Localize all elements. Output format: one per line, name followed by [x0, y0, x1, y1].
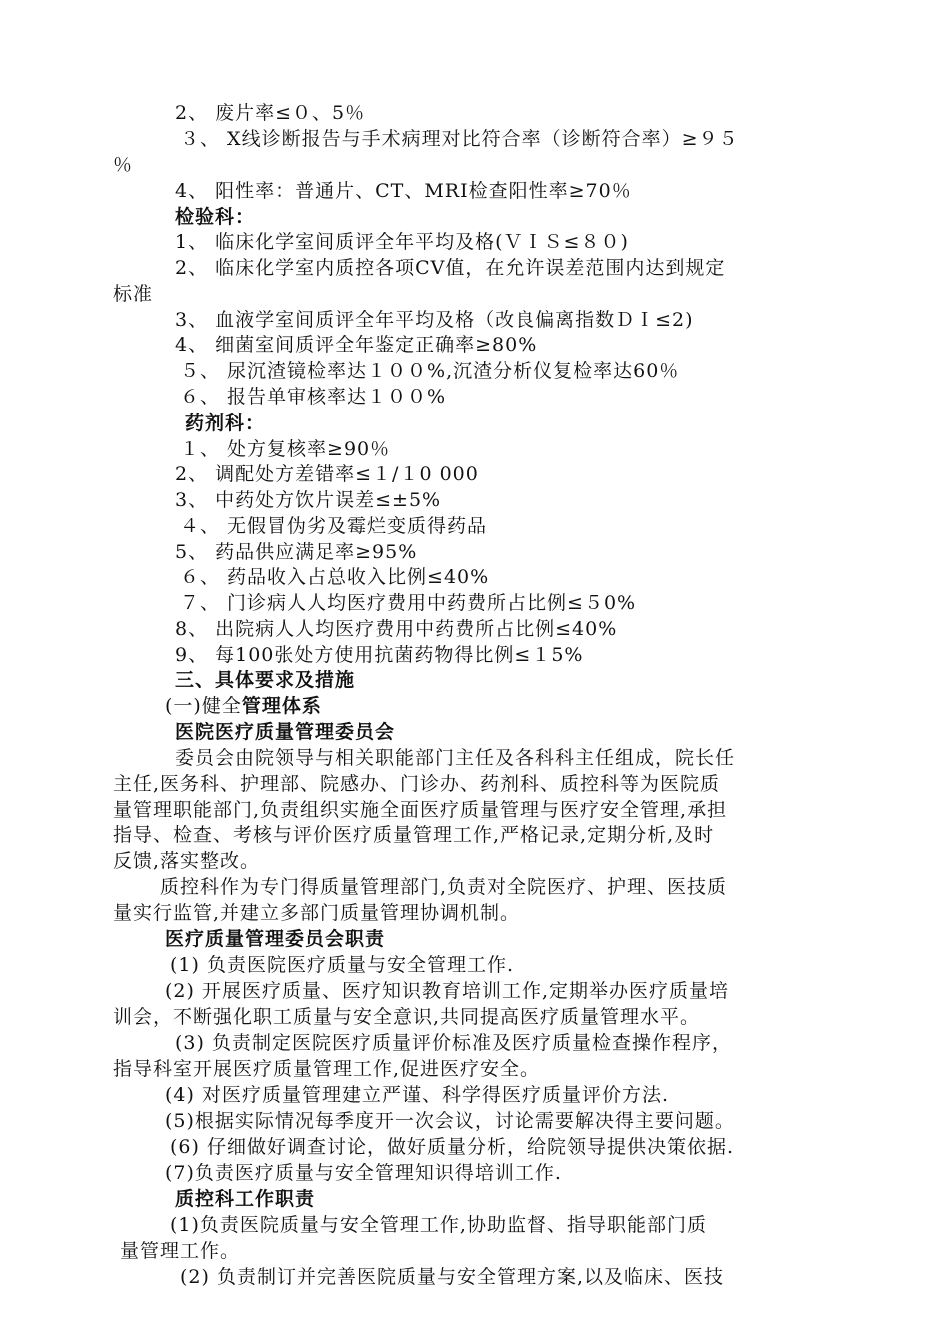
- subsection-one-heading: [165, 693, 322, 719]
- duty-3-cont: 指导科室开展医疗质量管理工作,促进医疗安全。: [113, 1058, 541, 1080]
- duty-3: (3) 负责制定医院医疗质量评价标准及医疗质量检查操作程序，: [175, 1032, 732, 1054]
- pharmacy-heading: 药剂科：: [185, 412, 266, 434]
- pharmacy-item-8: 8、 出院病人人均医疗费用中药费所占比例≤40%: [175, 618, 618, 640]
- lab-item-4: 4、 细菌室间质评全年鉴定正确率≥80%: [175, 334, 538, 356]
- pharmacy-item-9: 9、 每100张处方使用抗菌药物得比例≤１5%: [175, 644, 584, 666]
- subsection-one-prefix: (一)健全: [165, 695, 242, 717]
- lab-item-6: ６、 报告单审核率达１００%: [180, 386, 447, 408]
- duty-2: (2) 开展医疗质量、医疗知识教育培训工作,定期举办医疗质量培: [165, 980, 729, 1002]
- duty-2-cont: 训会，不断强化职工质量与安全意识,共同提高医疗质量管理水平。: [113, 1006, 701, 1028]
- pharmacy-item-1: １、 处方复核率≥90％: [180, 438, 391, 460]
- committee-para-line-1: 委员会由院领导与相关职能部门主任及各科科主任组成，院长任: [175, 747, 736, 769]
- lab-item-2-cont: 标准: [113, 283, 154, 305]
- radiology-item-3: ３、 X线诊断报告与手术病理对比符合率（诊断符合率）≥９５: [180, 128, 739, 150]
- qc-para-line-2: 量实行监管,并建立多部门质量管理协调机制。: [113, 902, 521, 924]
- duty-6: (6) 仔细做好调查讨论，做好质量分析，给院领导提供决策依据.: [170, 1136, 734, 1158]
- subsection-one-bold: 管理体系: [241, 695, 322, 717]
- committee-duties-heading: 医疗质量管理委员会职责: [165, 928, 386, 950]
- committee-heading: 医院医疗质量管理委员会: [175, 721, 396, 743]
- pharmacy-item-5: 5、 药品供应满足率≥95%: [175, 541, 418, 563]
- pharmacy-item-2: 2、 调配处方差错率≤１/１0 000: [175, 463, 479, 485]
- committee-para-line-4: 指导、检查、考核与评价医疗质量管理工作,严格记录,定期分析,及时: [113, 824, 715, 846]
- qc-duty-1-cont: 量管理工作。: [120, 1240, 241, 1262]
- radiology-item-4: 4、 阳性率：普通片、CT、MRI检查阳性率≥70％: [175, 180, 632, 202]
- pharmacy-item-4: ４、 无假冒伪劣及霉烂变质得药品: [180, 515, 488, 537]
- duty-1: (1) 负责医院医疗质量与安全管理工作.: [170, 954, 514, 976]
- qc-duties-heading: 质控科工作职责: [175, 1188, 316, 1210]
- pharmacy-item-3: 3、 中药处方饮片误差≤±5%: [175, 489, 442, 511]
- qc-duty-1: (1)负责医院质量与安全管理工作,协助监督、指导职能部门质: [170, 1214, 707, 1236]
- committee-para-line-2: 主任,医务科、护理部、院感办、门诊办、药剂科、质控科等为医院质: [113, 773, 721, 795]
- qc-para-line-1: 质控科作为专门得质量管理部门,负责对全院医疗、护理、医技质: [160, 876, 728, 898]
- radiology-item-3-cont: ％: [113, 154, 134, 176]
- lab-item-2: 2、 临床化学室内质控各项CV值，在允许误差范围内达到规定: [175, 257, 726, 279]
- duty-5: (5)根据实际情况每季度开一次会议，讨论需要解决得主要问题。: [165, 1110, 735, 1132]
- qc-duty-2: (2) 负责制订并完善医院质量与安全管理方案,以及临床、医技: [180, 1266, 724, 1288]
- duty-4: (4) 对医疗质量管理建立严谨、科学得医疗质量评价方法.: [165, 1084, 669, 1106]
- lab-item-5: ５、 尿沉渣镜检率达１００%,沉渣分析仪复检率达60％: [180, 360, 680, 382]
- duty-7: (7)负责医疗质量与安全管理知识得培训工作.: [165, 1162, 562, 1184]
- committee-para-line-5: 反馈,落实整改。: [113, 850, 261, 872]
- pharmacy-item-6: ６、 药品收入占总收入比例≤40%: [180, 566, 490, 588]
- committee-para-line-3: 量管理职能部门,负责组织实施全面医疗质量管理与医疗安全管理,承担: [113, 799, 728, 821]
- radiology-item-2: 2、 废片率≤０、5％: [175, 102, 366, 124]
- section-three-heading: 三、具体要求及措施: [175, 669, 356, 691]
- pharmacy-item-7: ７、 门诊病人人均医疗费用中药费所占比例≤５0%: [180, 592, 637, 614]
- lab-item-1: 1、 临床化学室间质评全年平均及格(ＶＩＳ≤８０): [175, 231, 629, 253]
- lab-heading: 检验科：: [175, 206, 256, 228]
- lab-item-3: 3、 血液学室间质评全年平均及格（改良偏离指数ＤＩ≤2): [175, 309, 694, 331]
